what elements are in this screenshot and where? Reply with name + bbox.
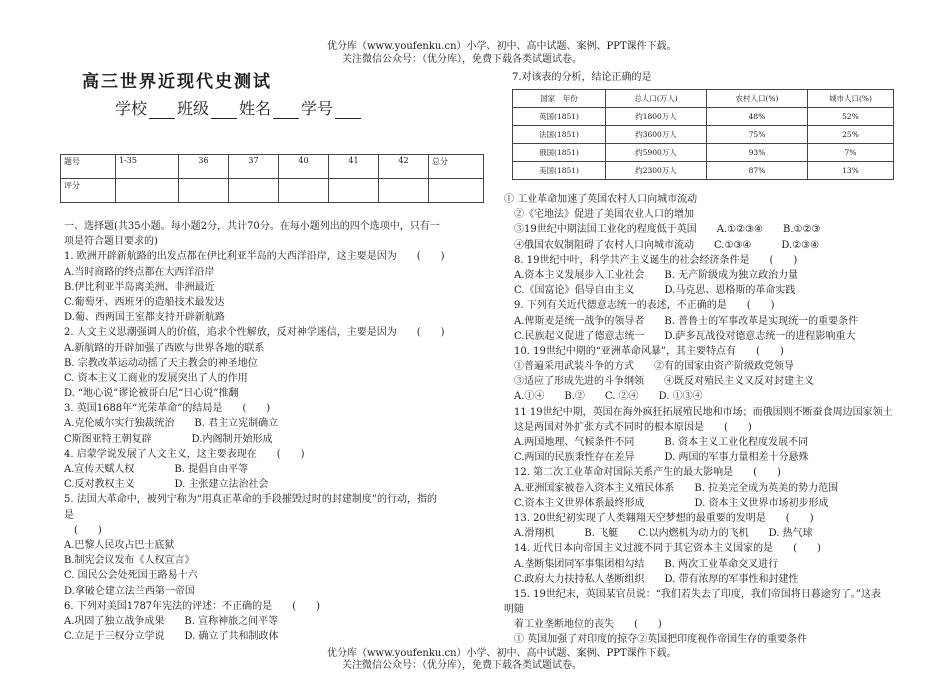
name-label: 姓名 [239, 99, 272, 118]
score-table-header-row [61, 155, 484, 179]
question-line: 9. 下列有关近代德意志统一的表述，不正确的是 ( ) [504, 300, 775, 312]
population-header-cell: 农村人口(%) [707, 90, 808, 108]
question-line: A.①④ B.② C. ②④ D. ①③④ [504, 391, 703, 403]
question-line: 项是符合题目要求的) [64, 236, 158, 248]
question-line: 15. 19世纪末，英国某官员说：“我们若失去了印度，我们帝国将日暮途穷了。”这表 [504, 588, 882, 600]
score-cell[interactable] [116, 179, 179, 203]
population-header-cell: 城市人口(%) [808, 90, 894, 108]
question-line: ③19世纪中期法国工业化的程度低于英国 A.①②③④ B.①②③ [504, 224, 821, 236]
score-header-cell: 1-35 [116, 155, 179, 179]
question-line: C斯图亚特王朝复辟 D.内阁制开始形成 [64, 433, 273, 445]
score-header-cell: 总分 [429, 155, 484, 179]
question-line: B. 宗教改革运动动摇了天主教会的神圣地位 [64, 357, 258, 369]
score-cell[interactable] [329, 179, 379, 203]
question-line: C.立足于三权分立学说 D. 确立了共和制政体 [64, 631, 279, 643]
question-line: D.葡、西两国王室都支持开辟新航路 [64, 312, 225, 324]
score-cell[interactable] [179, 179, 229, 203]
question-line: A.垄断集团同军事集团相勾结 B. 两次工业革命交叉进行 [504, 558, 779, 570]
score-cell[interactable] [429, 179, 484, 203]
score-header-cell: 41 [329, 155, 379, 179]
student-info [115, 96, 363, 119]
population-cell: 75% [707, 126, 808, 144]
population-cell: 约1800万人 [606, 108, 707, 126]
question-line: A.滑翔机 B. 飞艇 C.以内燃机为动力的飞机 D. 热气球 [504, 528, 813, 540]
question-line: 11 19世纪中期，英国在海外疯狂拓展殖民地和市场；而俄国则不断蚕食周边国家领土 [504, 406, 893, 418]
question-line: 2. 人文主义思潮强调人的价值，追求个性解放，反对神学迷信，主要是因为 ( ) [64, 327, 445, 339]
footer-line-1: 优分库（www.youfenku.cn）小学、初中、高中试题、案例、PPT课件下载。 [327, 648, 677, 659]
score-header-cell: 37 [229, 155, 279, 179]
score-header-cell: 题号 [61, 155, 116, 179]
population-cell: 93% [707, 144, 808, 162]
question-line: 13. 20世纪初实现了人类翱翔天空梦想的最重要的发明是 ( ) [504, 512, 814, 524]
left-question-column [64, 219, 474, 644]
question-line: C.政府大力扶持私人垄断组织 D. 带有浓厚的军事性和封建性 [504, 573, 799, 585]
page-title: 高三世界近现代史测试 [82, 72, 272, 92]
population-cell: 英国(1851) [513, 108, 606, 126]
table-row [513, 126, 894, 144]
question-line: 这是两国对外扩张方式不同时的根本原因是 ( ) [504, 421, 752, 433]
population-table [512, 89, 894, 180]
population-cell: 约3600万人 [606, 126, 707, 144]
id-blank[interactable] [335, 102, 361, 119]
question-line: A.新航路的开辟加强了西欧与世界各地的联系 [64, 342, 265, 354]
question-line: ① 英国加强了对印度的掠夺②英国把印度视作帝国生存的重要条件 [504, 634, 808, 646]
question-line: ③适应了形成先进的斗争纲领 ④既反对殖民主义又反对封建主义 [504, 376, 814, 388]
question-line: 是 [64, 509, 74, 521]
score-table [60, 154, 484, 203]
population-cell: 法国(1851) [513, 126, 606, 144]
population-cell: 约2300万人 [606, 162, 707, 180]
score-cell[interactable] [379, 179, 429, 203]
question-line: 明随 [504, 604, 524, 616]
class-label: 班级 [177, 99, 210, 118]
question-line: ( ) [64, 524, 102, 536]
class-blank[interactable] [211, 102, 237, 119]
population-table-header [513, 90, 894, 108]
population-cell: 美国(1851) [513, 162, 606, 180]
score-cell[interactable] [279, 179, 329, 203]
population-cell: 约5900万人 [606, 144, 707, 162]
question-line: ① 工业革命加速了英国农村人口向城市流动 [504, 194, 698, 205]
question-line: C.葡萄牙、西班牙的造船技术最发达 [64, 296, 225, 308]
question-line: 5. 法国大革命中，被列宁称为“用真正革命的手段摧毁过时的封建制度”的行动，指的 [64, 494, 437, 506]
question-line: 一、选择题(共35小题。每小题2分，共计70分。在每小题列出的四个选项中，只有一 [64, 221, 440, 232]
question-line: A.巩固了独立战争成果 B. 宣称神旅之间平等 [64, 615, 279, 627]
question-line: A.克伦威尔实行独裁统治 B. 君主立宪制确立 [64, 418, 279, 430]
population-cell: 俄国(1851) [513, 144, 606, 162]
right-question-column [504, 192, 924, 648]
q7-title: 7.对该表的分析，结论正确的是 [512, 72, 652, 83]
question-line: B.制宪会议发布《人权宣言》 [64, 555, 195, 567]
question-line: D. “地心说”谬论被哥白尼“日心说”推翻 [64, 388, 239, 400]
footer-line-2: 关注微信公众号：（优分库），免费下载各类试题试卷。 [342, 660, 582, 671]
score-table-score-row [61, 179, 484, 203]
population-cell: 7% [808, 144, 894, 162]
header-line-2: 关注微信公众号：（优分库），免费下载各类试题试卷。 [342, 54, 582, 65]
population-cell: 52% [808, 108, 894, 126]
question-line: 3. 英国1688年“光荣革命”的结局是 ( ) [64, 403, 271, 415]
score-cell[interactable] [229, 179, 279, 203]
table-row [513, 144, 894, 162]
question-line: ②《宅地法》促进了美国农业人口的增加 [504, 209, 694, 221]
question-line: ④俄国农奴制阻碍了农村人口向城市流动 C.①③④ D.②③④ [504, 239, 820, 251]
score-row-label: 评分 [61, 179, 116, 203]
table-row [513, 162, 894, 180]
table-row [513, 108, 894, 126]
question-line: 12. 第二次工业革命对国际关系产生的最大影响是 ( ) [504, 467, 781, 479]
question-line: 4. 启蒙学说发展了人文主义，这主要表现在 ( ) [64, 448, 305, 460]
question-line: C.两国的民族秉性存在差异 D. 两国的军事力量相差十分悬殊 [504, 452, 809, 464]
question-line: A.两国地理、气候条件不同 B. 资本主义工业化程度发展不同 [504, 437, 809, 448]
question-line: C.《国富论》倡导自由主义 D.马克思、恩格斯的革命实践 [504, 285, 796, 297]
question-line: 8. 19世纪中叶，科学共产主义诞生的社会经济条件是 ( ) [504, 254, 798, 266]
school-label: 学校 [115, 99, 148, 118]
question-line: C.反对教权主义 D. 主张建立法治社会 [64, 479, 269, 491]
question-line: A.俾斯麦是统一战争的领导者 B. 普鲁士的军事改革是实现统一的重要条件 [504, 315, 859, 327]
population-cell: 25% [808, 126, 894, 144]
score-header-cell: 40 [279, 155, 329, 179]
question-line: C. 国民公会处死国王路易十六 [64, 570, 198, 582]
question-line: 10. 19世纪中期的“亚洲革命风暴”，其主要特点有 ( ) [504, 345, 784, 357]
population-cell: 13% [808, 162, 894, 180]
population-header-cell: 国家 年份 [513, 90, 606, 108]
question-line: ①普遍采用武装斗争的方式 ②有的国家由资产阶级政党领导 [504, 361, 794, 373]
question-line: 1. 欧洲开辟新航路的出发点都在伊比利亚半岛的大西洋沿岸，这主要是因为 ( ) [64, 251, 445, 263]
name-blank[interactable] [273, 102, 299, 119]
header-line-1: 优分库（www.youfenku.cn）小学、初中、高中试题、案例、PPT课件下载。 [327, 41, 677, 52]
question-line: B.伊比利亚半岛离美洲、非洲最近 [64, 281, 215, 293]
question-line: 14. 近代日本向帝国主义过渡不同于其它资本主义国家的是 ( ) [504, 543, 821, 555]
question-line: A.亚洲国家被卷入资本主义殖民体系 B. 拉美完全成为英美的势力范围 [504, 482, 839, 494]
population-header-cell: 总人口(万人) [606, 90, 707, 108]
score-header-cell: 42 [379, 155, 429, 179]
question-line: 着工业垄断地位的丧失 ( ) [504, 619, 662, 631]
school-blank[interactable] [149, 102, 175, 119]
question-line: A.宣传天赋人权 B. 提倡自由平等 [64, 464, 249, 475]
question-line: A.巴黎人民攻占巴士底狱 [64, 539, 175, 551]
question-line: C.资本主义世界体系最终形成 D. 资本主义世界市场初步形成 [504, 497, 829, 509]
question-line: C. 资本主义工商业的发展突出了人的作用 [64, 372, 248, 384]
question-line: D.拿破仑建立法兰西第一帝国 [64, 585, 195, 597]
question-line: 6. 下列对美国1787年宪法的评述：不正确的是 ( ) [64, 600, 320, 612]
question-line: A.资本主义发展步入工业社会 B. 无产阶级成为独立政治力量 [504, 269, 799, 281]
population-cell: 48% [707, 108, 808, 126]
id-label: 学号 [301, 99, 334, 118]
question-line: C.民族起义促进了德意志统一 D.萨多瓦战役对德意志统一的进程影响重大 [504, 330, 856, 342]
score-header-cell: 36 [179, 155, 229, 179]
question-line: A.当时商路的终点都在大西洋沿岸 [64, 266, 215, 278]
population-cell: 87% [707, 162, 808, 180]
